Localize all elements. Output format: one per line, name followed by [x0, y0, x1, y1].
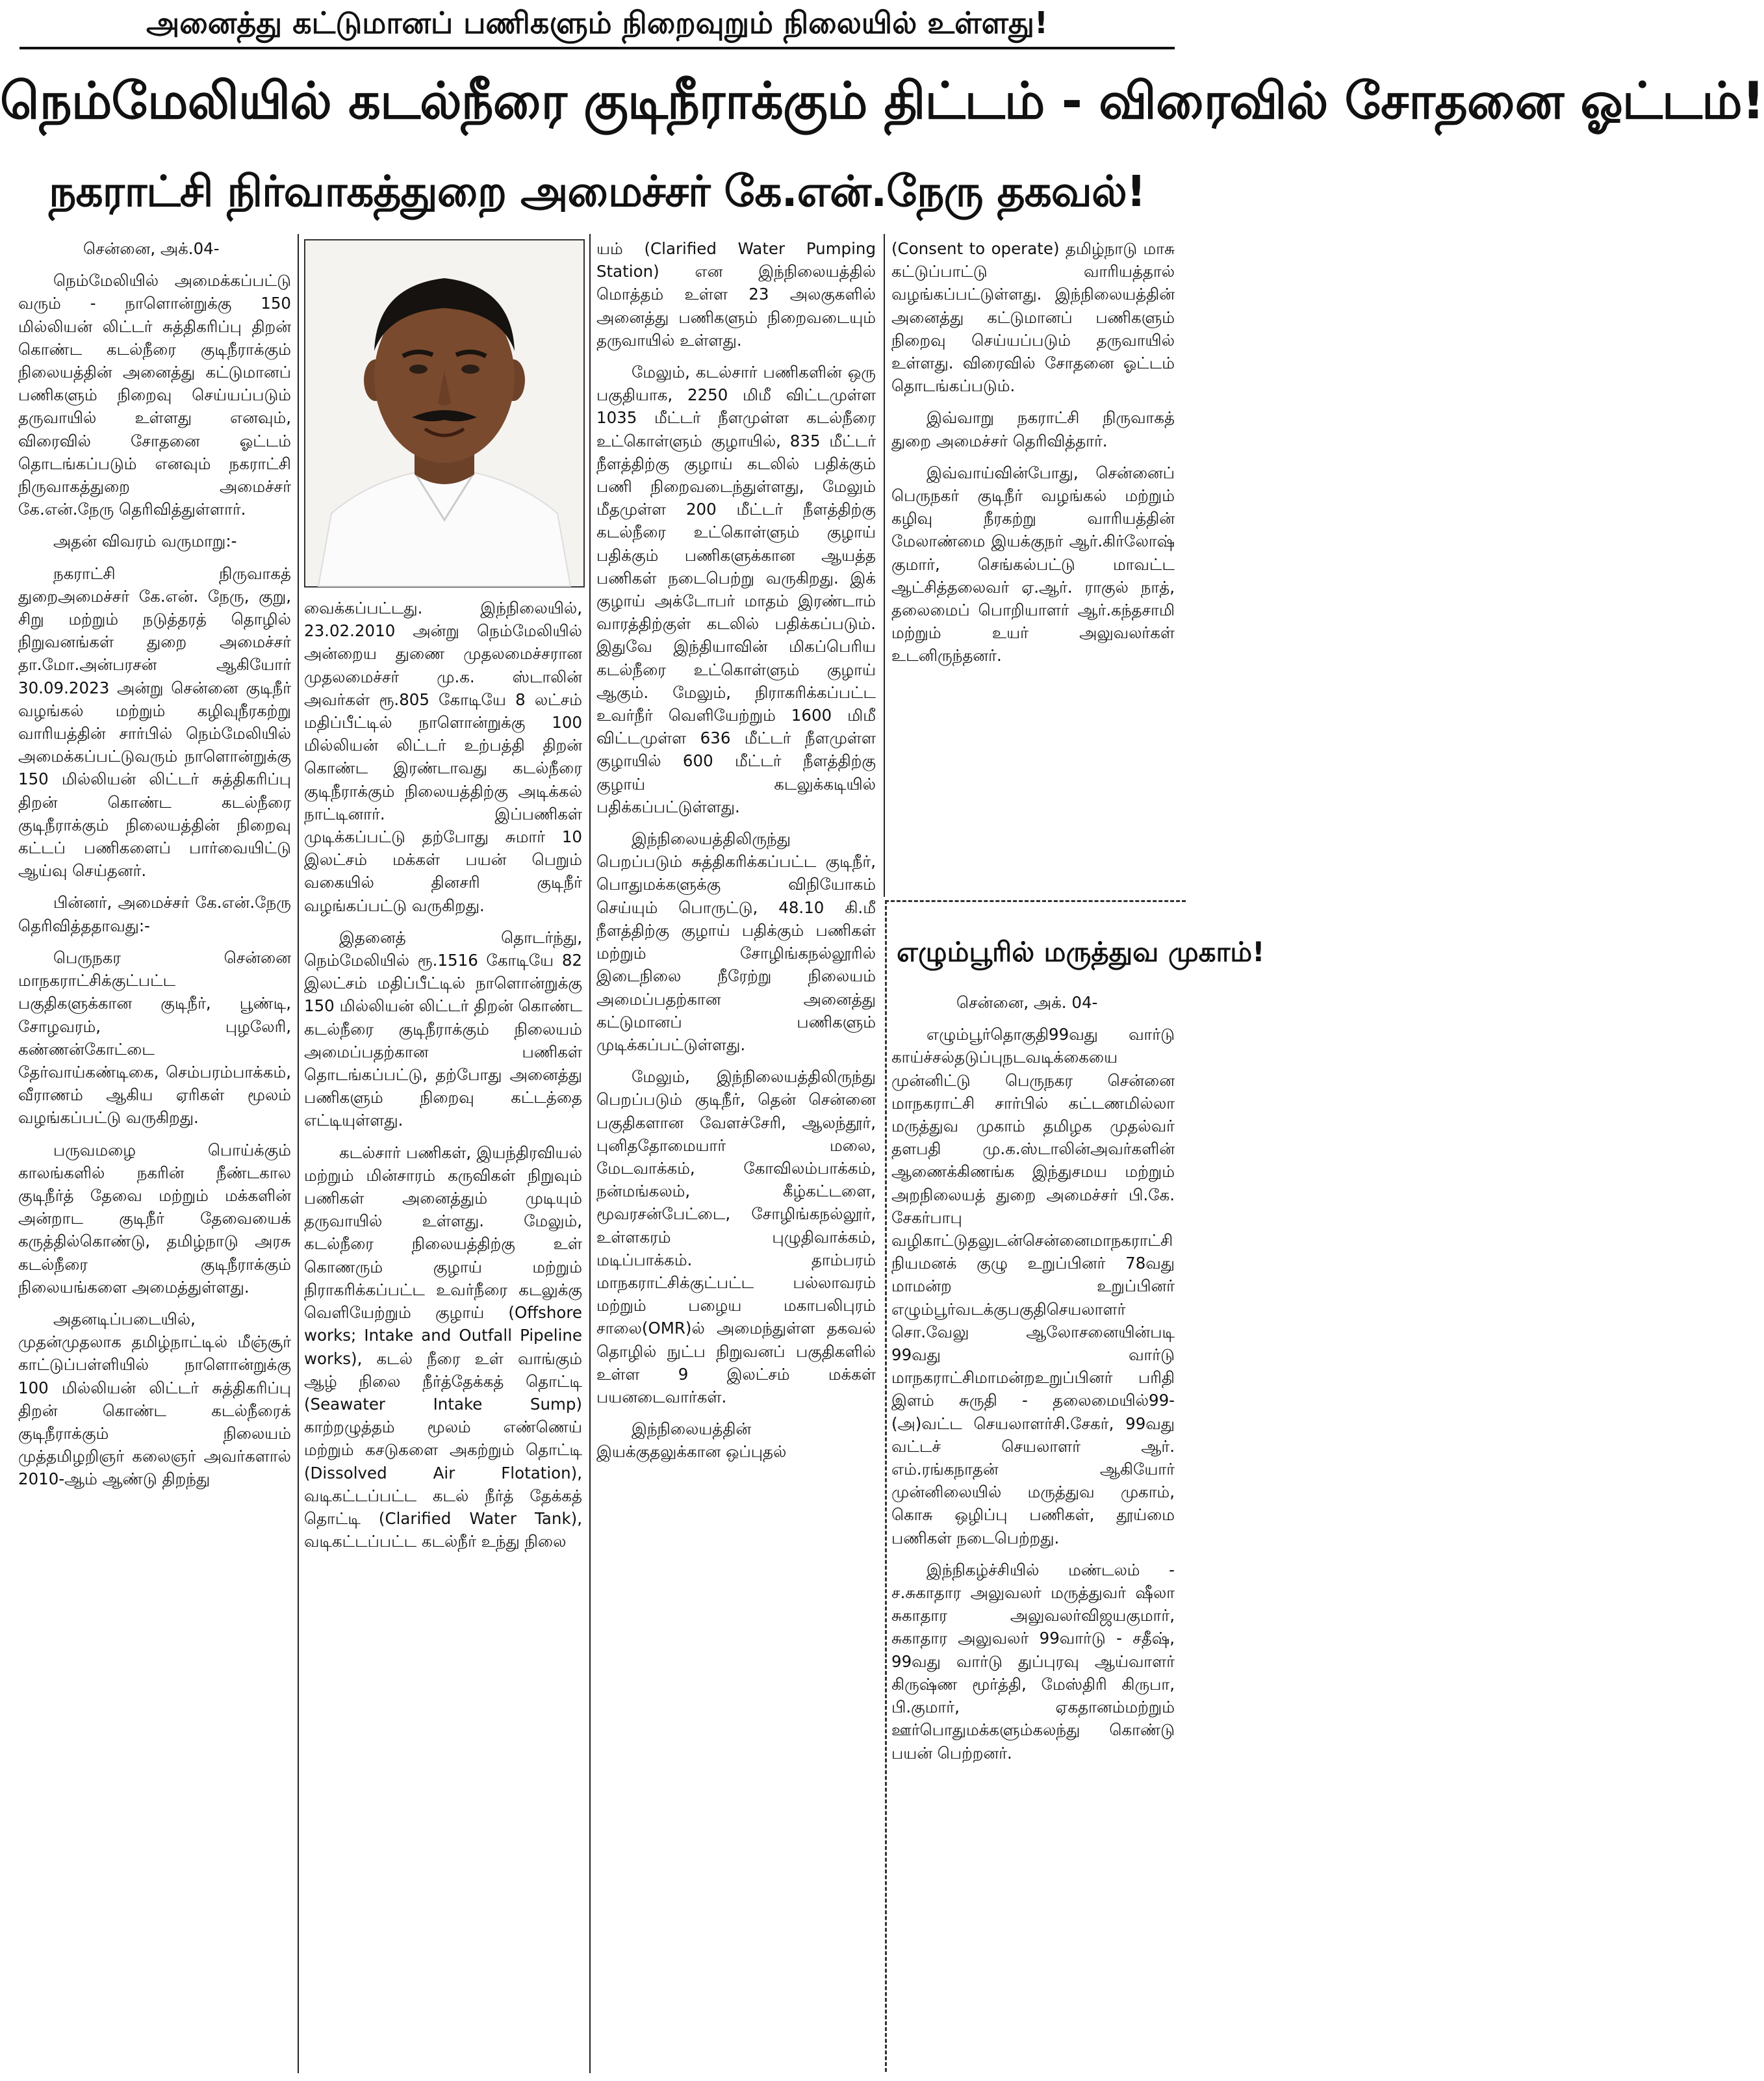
column-rule: [298, 234, 299, 2073]
main-headline: நெம்மேலியில் கடல்நீரை குடிநீராக்கும் திட்டம் - விரைவில் சோதனை ஓட்டம்!: [0, 72, 1764, 131]
column-rule: [589, 234, 591, 2073]
column-rule: [884, 234, 885, 897]
paragraph: கடல்சார் பணிகள், இயந்திரவியல் மற்றும் மின்சாரம் கருவிகள் நிறுவும் பணிகள் அனைத்தும் முடியும் தருவாயில் உள்ளது. மேலும், கடல்நீரை நிலையத்திற்கு உள் கொணரும் குழாய் மற்றும் நிராகரிக்கப்பட்ட உவர்நீரை கடலுக்கு வெளியேற்றும் குழாய் (Offshore works; Intake and Outfall Pipeline works), கடல் நீரை உள் வாங்கும் ஆழ் நிலை நீர்த்தேக்கத் தொட்டி (Seawater Intake Sump) காற்றழுத்தம் மூலம் எண்ணெய் மற்றும் கசடுகளை அகற்றும் தொட்டி (Dissolved Air Flotation), வடிகட்டப்பட்ட கடல் நீர்த் தேக்கத் தொட்டி (Clarified Water Tank), வடிகட்டப்பட்ட கடல்நீர் உந்து நிலை: [304, 1143, 582, 1551]
paragraph: அதனடிப்படையில், முதன்முதலாக தமிழ்நாட்டில் மீஞ்சூர் காட்டுப்பள்ளியில் நாளொன்றுக்கு 100 மில்லியன் லிட்டர் சுத்திகரிப்பு திறன் கொண்ட கடல்நீரைக் குடிநீராக்கும் நிலையம் முத்தமிழறிஞர் கலைஞர் அவர்களால் 2010-ஆம் ஆண்டு திறந்து: [18, 1309, 291, 1489]
paragraph: யம் (Clarified Water Pumping Station) என இந்நிலையத்தில் மொத்தம் உள்ள 23 அலகுகளில் அனைத்து பணிகளும் நிறைவடையும் தருவாயில் உள்ளது.: [596, 239, 876, 350]
sub-headline: நகராட்சி நிர்வாகத்துறை அமைச்சர் கே.என்.நேரு தகவல்!: [49, 166, 1145, 216]
article-column-2: [304, 597, 582, 2070]
paragraph: பெருநகர சென்னை மாநகராட்சிக்குட்பட்ட பகுதிகளுக்கான குடிநீர், பூண்டி, சோழவரம், புழலேரி, கண்ணன்கோட்டை தேர்வாய்கண்டிகை, செம்பரம்பாக்கம், வீராணம் ஆகிய ஏரிகள் மூலம் வழங்கப்பட்டு வருகிறது.: [18, 948, 291, 1128]
paragraph: இதனைத் தொடர்ந்து, நெம்மேலியில் ரூ.1516 கோடியே 82 இலட்சம் மதிப்பீட்டில் நாளொன்றுக்கு 150 மில்லியன் லிட்டர் திறன் கொண்ட கடல்நீரை குடிநீராக்கும் நிலையம் அமைப்பதற்கான பணிகள் தொடங்கப்பட்டு, தற்போது அனைத்து பணிகளும் நிறைவு கட்டத்தை எட்டியுள்ளது.: [304, 927, 582, 1130]
paragraph: எழும்பூர்தொகுதி99வது வார்டு காய்ச்சல்தடுப்புநடவடிக்கையை முன்னிட்டு பெருநகர சென்னை மாநகராட்சி சார்பில் கட்டணமில்லா மருத்துவ முகாம் தமிழக முதல்வர் தளபதி மு.க.ஸ்டாலின்அவர்களின் ஆணைக்கிணங்க இந்துசமய மற்றும் அறநிலையத் துறை அமைச்சர் பி.கே. சேகர்பாபு வழிகாட்டுதலுடன்சென்னைமாநகராட்சி நியமனக் குழு உறுப்பினர் 78வது மாமன்ற உறுப்பினர் எழும்பூர்வடக்குபகுதிசெயலாளர் சொ.வேலு ஆலோசனையின்படி 99வது வார்டு மாநகராட்சிமாமன்றஉறுப்பினர் பரிதி இளம் சுருதி - தலைமையில்99-(அ)வட்ட செயலாளர்சி.சேகர், 99வது வட்டச் செயலாளர் ஆர். எம்.ரங்கநாதன் ஆகியோர் முன்னிலையில் மருத்துவ முகாம், கொசு ஒழிப்பு பணிகள், தூய்மை பணிகள் நடைபெற்றது.: [891, 1025, 1175, 1547]
portrait-illustration: [305, 240, 583, 586]
paragraph: இந்நிலையத்திலிருந்து பெறப்படும் சுத்திகரிக்கப்பட்ட குடிநீர், பொதுமக்களுக்கு விநியோகம் செய்யும் பொருட்டு, 48.10 கி.மீ நீளத்திற்கு குழாய் பதிக்கும் பணிகள் மற்றும் சோழிங்கநல்லூரில் இடைநிலை நீரேற்று நிலையம் அமைப்பதற்கான அனைத்து கட்டுமானப் பணிகளும் முடிக்கப்பட்டுள்ளது.: [596, 829, 876, 1054]
paragraph: இந்நிகழ்ச்சியில் மண்டலம் - ச.சுகாதார அலுவலர் மருத்துவர் ஷீலா சுகாதார அலுவலர்விஜயகுமார், சுகாதார அலுவலர் 99வார்டு - சதீஷ், 99வது வார்டு துப்புரவு ஆய்வாளர் கிருஷ்ண மூர்த்தி, மேஸ்திரி கிருபா, பி.குமார், ஏகதானம்மற்றும் ஊர்பொதுமக்களும்கலந்து கொண்டு பயன் பெற்றனர்.: [891, 1560, 1175, 1763]
paragraph: நகராட்சி நிருவாகத் துறைஅமைச்சர் கே.என். நேரு, குறு, சிறு மற்றும் நடுத்தரத் தொழில் நிறுவனங்கள் துறை அமைச்சர் தா.மோ.அன்பரசன் ஆகியோர் 30.09.2023 அன்று சென்னை குடிநீர் வழங்கல் மற்றும் கழிவுநீரகற்று வாரியத்தின் சார்பில் நெம்மேலியில் அமைக்கப்பட்டுவரும் நாளொன்றுக்கு 150 மில்லியன் லிட்டர் சுத்திகரிப்பு திறன் கொண்ட கடல்நீரை குடிநீராக்கும் நிலையத்தின் நிறைவு கட்டப் பணிகளைப் பார்வையிட்டு ஆய்வு செய்தனர்.: [18, 563, 291, 881]
dateline: சென்னை, அக்.04-: [83, 239, 220, 258]
paragraph: மேலும், இந்நிலையத்திலிருந்து பெறப்படும் குடிநீர், தென் சென்னை பகுதிகளான வேளச்சேரி, ஆலந்தூர், புனிததோமையார் மலை, மேடவாக்கம், கோவிலம்பாக்கம், நன்மங்கலம், கீழ்கட்டளை, மூவரசன்பேட்டை, சோழிங்கநல்லூர், உள்ளகரம் புழுதிவாக்கம், மடிப்பாக்கம். தாம்பரம் மாநகராட்சிக்குட்பட்ட பல்லாவரம் மற்றும் பழைய மகாபலிபுரம் சாலை(OMR)ல் அமைந்துள்ள தகவல் தொழில் நுட்ப நிறுவனப் பகுதிகளில் உள்ள 9 இலட்சம் மக்கள் பயனடைவார்கள்.: [596, 1067, 876, 1406]
paragraph: பின்னர், அமைச்சர் கே.என்.நேரு தெரிவித்ததாவது:-: [18, 893, 291, 935]
paragraph: நெம்மேலியில் அமைக்கப்பட்டு வரும் - நாளொன்றுக்கு 150 மில்லியன் லிட்டர் சுத்திகரிப்பு திறன் கொண்ட கடல்நீரை குடிநீராக்கும் நிலையத்தின் அனைத்து கட்டுமானப் பணிகளும் நிறைவு செய்யப்படும் தருவாயில் உள்ளது எனவும், விரைவில் சோதனை ஓட்டம் தொடங்கப்படும் எனவும் நகராட்சி நிருவாகத்துறை அமைச்சர் கே.என்.நேரு தெரிவித்துள்ளார்.: [18, 271, 291, 519]
side-story-dateline: சென்னை, அக். 04-: [956, 993, 1098, 1012]
article-column-3: [596, 237, 876, 2070]
kicker-rule: [19, 47, 1175, 49]
side-story-title: எழும்பூரில் மருத்துவ முகாம்!: [897, 936, 1265, 968]
paragraph: பருவமழை பொய்க்கும் காலங்களில் நகரின் நீண்டகால குடிநீர்த் தேவை மற்றும் மக்களின் அன்றாட குடிநீர் தேவையைக் கருத்தில்கொண்டு, தமிழ்நாடு அரசு கடல்நீரை குடிநீராக்கும் நிலையங்களை அமைத்துள்ளது.: [18, 1140, 291, 1297]
paragraph: வைக்கப்பட்டது. இந்நிலையில், 23.02.2010 அன்று நெம்மேலியில் அன்றைய துணை முதலமைச்சரான முதலமைச்சர் மு.க. ஸ்டாலின் அவர்கள் ரூ.805 கோடியே 8 லட்சம் மதிப்பீட்டில் நாளொன்றுக்கு 100 மில்லியன் லிட்டர் உற்பத்தி திறன் கொண்ட இரண்டாவது கடல்நீரை குடிநீராக்கும் நிலையத்திற்கு அடிக்கல் நாட்டினார். இப்பணிகள் முடிக்கப்பட்டு தற்போது சுமார் 10 இலட்சம் மக்கள் பயன் பெறும் வகையில் தினசரி குடிநீர் வழங்கப்பட்டு வருகிறது.: [304, 599, 582, 915]
article-column-1: [18, 237, 291, 2070]
article-column-4: [891, 237, 1175, 926]
paragraph: (Consent to operate) தமிழ்நாடு மாசு கட்டுப்பாட்டு வாரியத்தால் வழங்கப்பட்டுள்ளது. இந்நிலையத்தின் அனைத்து கட்டுமானப் பணிகளும் நிறைவு செய்யப்படும் தருவாயில் உள்ளது. விரைவில் சோதனை ஓட்டம் தொடங்கப்படும்.: [891, 239, 1175, 396]
minister-photo: [304, 239, 585, 588]
paragraph: அதன் விவரம் வருமாறு:-: [53, 532, 237, 551]
kicker-headline: அனைத்து கட்டுமானப் பணிகளும் நிறைவுறும் நிலையில் உள்ளது!: [146, 5, 1048, 40]
side-story-body: [891, 991, 1175, 2070]
paragraph: மேலும், கடல்சார் பணிகளின் ஒரு பகுதியாக, 2250 மிமீ விட்டமுள்ள 1035 மீட்டர் நீளமுள்ள கடல்நீரை உட்கொள்ளும் குழாயில், 835 மீட்டர் நீளத்திற்கு குழாய் கடலில் பதிக்கும் பணி நிறைவடைந்துள்ளது, மேலும் மீதமுள்ள 200 மீட்டர் நீளத்திற்கு கடல்நீரை உட்கொள்ளும் குழாய் பதிக்கும் பணிகளுக்கான ஆயத்த பணிகள் நடைபெற்று வருகிறது. இக் குழாய் அக்டோபர் மாதம் இரண்டாம் வாரத்திற்குள் கடலில் பதிக்கப்படும். இதுவே இந்தியாவின் மிகப்பெரிய கடல்நீரை உட்கொள்ளும் குழாய் ஆகும். மேலும், நிராகரிக்கப்பட்ட உவர்நீர் வெளியேற்றும் 1600 மிமீ விட்டமுள்ள 636 மீட்டர் நீளமுள்ள குழாயில் 600 மீட்டர் நீளத்திற்கு குழாய் கடலுக்கடியில் பதிக்கப்பட்டுள்ளது.: [596, 363, 876, 816]
paragraph: இவ்வாறு நகராட்சி நிருவாகத் துறை அமைச்சர் தெரிவித்தார்.: [891, 408, 1175, 450]
paragraph: இந்நிலையத்தின் இயக்குதலுக்கான ஒப்புதல்: [596, 1419, 787, 1462]
paragraph: இவ்வாய்வின்போது, சென்னைப் பெருநகர் குடிநீர் வழங்கல் மற்றும் கழிவு நீரகற்று வாரியத்தின் மேலாண்மை இயக்குநர் ஆர்.கிர்லோஷ் குமார், செங்கல்பட்டு மாவட்ட ஆட்சித்தலைவர் ஏ.ஆர். ராகுல் நாத், தலைமைப் பொறியாளர் ஆர்.கந்தசாமி மற்றும் உயர் அலுவலர்கள் உடனிருந்தனர்.: [891, 463, 1175, 666]
